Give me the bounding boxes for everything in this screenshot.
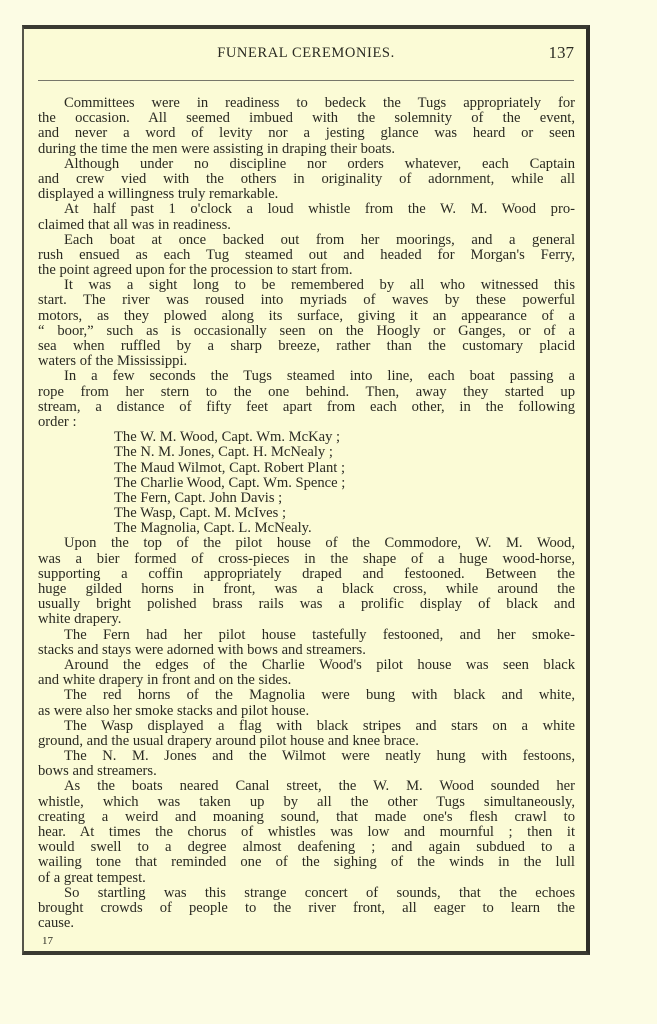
paragraph [38,202,575,232]
boat-list-item: The Magnolia, Capt. L. McNealy. [114,520,312,537]
text-line: brought crowds of people to the river front, all eager to learn the [38,899,575,916]
text-line: wailing tone that reminded one of the sighing of the winds in the lull [38,854,575,871]
text-line: order : [38,413,77,430]
running-header [38,45,574,65]
text-line: The Wasp displayed a flag with black stripes and stars on a white [64,717,575,734]
text-line: claimed that all was in readiness. [38,216,231,233]
text-line: displayed a willingness truly remarkable. [38,186,279,203]
text-line: The N. M. Jones and the Wilmot were neatly hung with festoons, [64,748,575,765]
paragraphs-before-list [38,96,575,430]
text-line: motors, as they plowed along its surface, giving it an appearance of a [38,307,575,324]
text-line: waters of the Mississippi. [38,353,188,370]
text-line: Upon the top of the pilot house of the Commodore, W. M. Wood, [64,535,575,552]
text-line: and never a word of levity nor a jesting glance was heard or seen [38,125,575,142]
text-line: The Fern had her pilot house tastefully festooned, and her smoke- [64,626,575,643]
text-line: and white drapery in front and on the sides. [38,672,292,689]
text-line: So startling was this strange concert of sounds, that the echoes [64,884,575,901]
text-line: stacks and stays were adorned with bows and streamers. [38,641,366,658]
paragraphs-after-list [38,536,575,931]
body-text [38,96,575,931]
paragraph [38,658,575,688]
text-line: rope from her stern to the one behind. Then, away they started up [38,383,575,400]
text-line: At half past 1 o'clock a loud whistle from the W. M. Wood pro- [64,201,575,218]
text-line: the point agreed upon for the procession to start from. [38,262,353,279]
paragraph [38,278,575,369]
text-line: whistle, which was taken up by all the other Tugs simultaneously, [38,793,575,810]
paragraph [38,369,575,430]
text-line: ground, and the usual drapery around pilot house and knee brace. [38,732,419,749]
text-line: hear. At times the chorus of whistles was low and mournful ; then it [38,824,575,840]
book-page [22,25,590,955]
text-line: As the boats neared Canal street, the W. M. Wood sounded her [64,778,575,795]
paragraph [38,233,575,279]
text-line: white drapery. [38,611,122,628]
text-line: stream, a distance of fifty feet apart from each other, in the following [38,398,575,415]
page-number: 137 [548,43,574,62]
paragraph [38,96,575,157]
boat-list-item: The W. M. Wood, Capt. Wm. McKay ; [114,429,341,446]
text-line: “ boor,” such as is occasionally seen on the Hoogly or Ganges, or of a [38,322,575,339]
running-title: FUNERAL CEREMONIES. [217,45,395,61]
text-line: usually bright polished brass rails was a prolific display of black and [38,596,575,613]
text-line: as were also her smoke stacks and pilot house. [38,702,310,719]
text-line: the occasion. All seemed imbued with the solemnity of the event, [38,110,575,127]
text-line: sea when ruffled by a sharp breeze, rather than the customary placid [38,338,575,354]
boat-list-item: The Charlie Wood, Capt. Wm. Spence ; [114,474,346,491]
boat-list-item: The Maud Wilmot, Capt. Robert Plant ; [114,459,345,476]
text-line: creating a weird and moaning sound, that made one's flesh crawl to [38,808,575,825]
paragraph [38,157,575,203]
paragraph [38,536,575,627]
signature-mark: 17 [42,935,53,947]
text-line: was a bier formed of cross-pieces in the shape of a huge wood-horse, [38,550,575,567]
text-line: In a few seconds the Tugs steamed into line, each boat passing a [64,368,575,385]
header-rule [38,80,574,81]
text-line: It was a sight long to be remembered by all who witnessed this [64,277,575,294]
text-line: during the time the men were assisting in draping their boats. [38,140,396,157]
text-line: supporting a coffin appropriately draped and festooned. Between the [38,565,575,582]
text-line: Although under no discipline nor orders whatever, each Captain [64,155,575,172]
text-line: bows and streamers. [38,763,157,780]
text-line: would swell to a degree almost deafening ; and again subdued to a [38,839,575,856]
boat-list-item: The Fern, Capt. John Davis ; [114,489,283,506]
text-line: rush ensued as each Tug steamed out and headed for Morgan's Ferry, [38,246,575,263]
boat-list-item: The Wasp, Capt. M. McIves ; [114,505,287,522]
text-line: cause. [38,915,75,932]
text-line: The red horns of the Magnolia were bung with black and white, [64,687,575,704]
paragraph [38,628,575,658]
paragraph [38,719,575,749]
paragraph [38,779,575,885]
text-line: Around the edges of the Charlie Wood's pilot house was seen black [64,656,575,673]
boat-list-item: The N. M. Jones, Capt. H. McNealy ; [114,444,333,461]
text-line: huge gilded horns in front, was a black cross, while around the [38,581,575,597]
text-line: Each boat at once backed out from her moorings, and a general [64,231,575,248]
text-line: and crew vied with the others in originality of adornment, while all [38,170,575,187]
boat-order-list [38,430,575,536]
text-line: start. The river was roused into myriads of waves by these powerful [38,292,575,309]
text-line: of a great tempest. [38,869,146,886]
paragraph [38,886,575,932]
paragraph [38,749,575,779]
paragraph [38,688,575,718]
text-line: Committees were in readiness to bedeck the Tugs appropriately for [64,95,575,111]
